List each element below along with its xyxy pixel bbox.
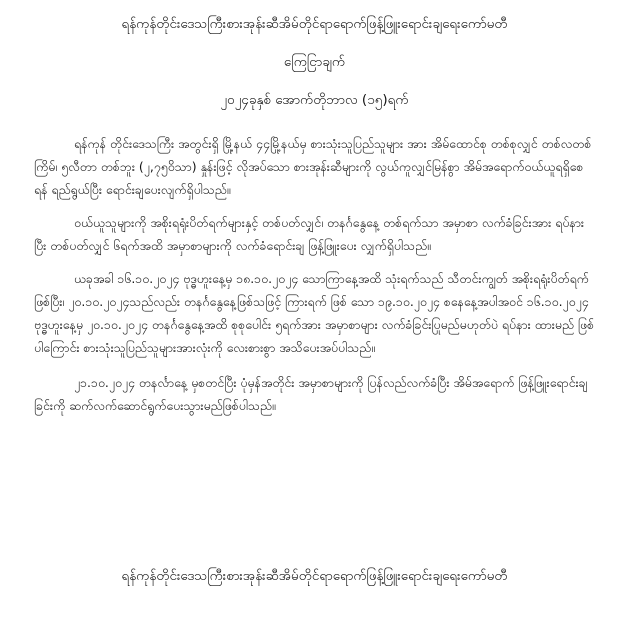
issuing-committee-title: ရန်ကုန်တိုင်းဒေသကြီးစားအုန်းဆီအိမ်တိုင်ရာရောက်ဖြန့်ဖြူးရောင်းချရေးကော်မတီ <box>121 16 508 32</box>
body-paragraph-4: ၂၁.၁၀.၂၀၂၄ တနင်္လာနေ့ မှစတင်ပြီး ပုံမှန်အတိုင်း အမှာစာများကို ပြန်လည်လက်ခံပြီး အိမ်အရောက် ဖြန့်ဖြူးရောင်းချခြင်းကို ဆက်လက်ဆောင်ရွက်ပေးသွားမည်ဖြစ်ပါသည်။ <box>34 375 588 413</box>
announcement-date: ၂၀၂၄ခုနှစ် အောက်တိုဘာလ (၁၅)ရက် <box>220 92 409 108</box>
body-paragraph-2: ဝယ်ယူသူများကို အစိုးရရုံးပိတ်ရက်များနှင့် တစ်ပတ်လျှင်၊ တနင်္ဂနွေနေ့ တစ်ရက်သာ အမှာစာ လက်ခံခြင်းအား ရပ်နားပြီး တစ်ပတ်လျှင် ၆ရက်အထိ အမှာစာများကို လက်ခံရောင်းချ ဖြန့်ဖြူးပေး လျှက်ရှိပါသည်။ <box>34 215 585 253</box>
signing-committee: ရန်ကုန်တိုင်းဒေသကြီးစားအုန်းဆီအိမ်တိုင်ရာရောက်ဖြန့်ဖြူးရောင်းချရေးကော်မတီ <box>121 568 508 584</box>
body-paragraph-3: ယခုအခါ ၁၆.၁၀.၂၀၂၄ ဗုဒ္ဓဟူးနေ့မှ ၁၈.၁၀.၂၀၂၄ သောကြာနေ့အထိ သုံးရက်သည် သီတင်းကျွတ် အစိုးရရုံးပိတ်ရက်ဖြစ်ပြီး၊ ၂၀.၁၀.၂၀၂၄သည်လည်း တနင်္ဂနွေနေ့ဖြစ်သဖြင့် ကြားရက် ဖြစ် သော ၁၉.၁၀.၂၀၂၄ စနေနေ့အပါအဝင် ၁၆.၁၀.၂၀၂၄ ဗုဒ္ဓဟူးနေ့မှ ၂၀.၁၀.၂၀၂၄ တနင်္ဂနွေနေ့အထိ စုစုပေါင်း ၅ရက်အား အမှာစာများ လက်ခံခြင်းပြုမည်မဟုတ်ပဲ ရပ်နား ထားမည် ဖြစ်ပါကြောင်း စားသုံးသူပြည်သူများအားလုံးကို လေးစားစွာ အသိပေးအပ်ပါသည်။ <box>34 271 595 355</box>
body-paragraph-1: ရန်ကုန် တိုင်းဒေသကြီး အတွင်းရှိ မြို့နယ် ၄၄မြို့နယ်မှ စားသုံးသူပြည်သူများ အား အိမ်ထောင်စု တစ်စုလျှင် တစ်လတစ်ကြိမ်၊ ၅လီတာ တစ်ဘူး (၂,၇၅ဝိသာ) နှုန်းဖြင့် လိုအပ်သော စားအုန်းဆီများကို လွယ်ကူလျှင်မြန်စွာ အိမ်အရောက်ဝယ်ယူရရှိစေရန် ရည်ရွယ်ပြီး ရောင်းချပေးလျက်ရှိပါသည်။ <box>34 136 592 197</box>
announcement-heading: ကြေငြာချက် <box>283 54 346 70</box>
